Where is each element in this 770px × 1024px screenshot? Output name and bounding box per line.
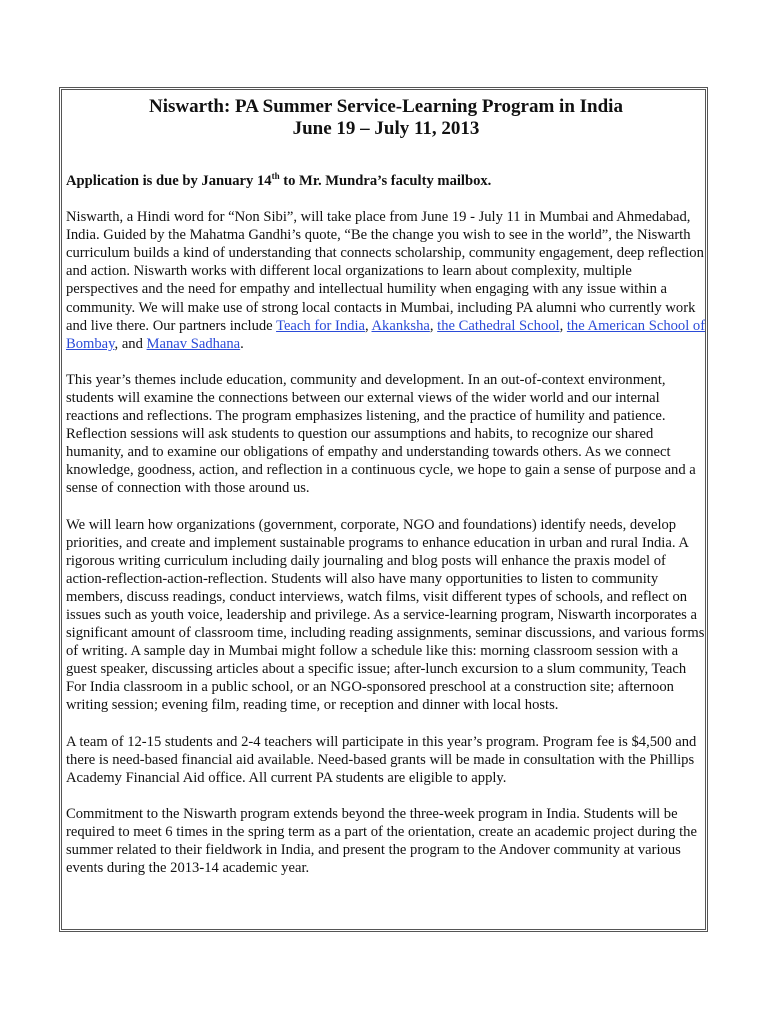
link-manav-sadhana[interactable]: Manav Sadhana <box>146 335 241 352</box>
commitment-paragraph: Commitment to the Niswarth program extends beyond the three-week program in India. Students will be required to meet 6 times in the spring term as a part of the orientation, create an academic project during the summer related to their fieldwork in India, and present the program to the Andover community at various events during the 2013-14 academic year. <box>66 805 697 877</box>
program-dates: June 19 – July 11, 2013 <box>292 118 480 139</box>
team-fee-paragraph: A team of 12-15 students and 2-4 teachers will participate in this year’s program. Program fee is $4,500 and there is need-based financial aid available. Need-based grants will be made in consultation with the Phillips Academy Financial Aid office. All current PA students are eligible to apply. <box>66 733 697 786</box>
link-american-school-of-bombay[interactable]: the American School of Bombay <box>66 317 706 352</box>
link-cathedral-school[interactable]: the Cathedral School <box>437 317 560 334</box>
themes-paragraph: This year’s themes include education, community and development. In an out-of-context environment, students will examine the connections between our external views of the wider world and our internal reactions and reflections. The program emphasizes listening, and the practice of humility and patience. Reflection sessions will ask students to question our assumptions and habits, to recognize our shared humanity, and to examine our obligations of empathy and understanding towards others. As we connect knowledge, goodness, action, and reflection in a continuous cycle, we hope to gain a sense of purpose and a sense of connection with those around us. <box>66 371 696 497</box>
deadline-location: to Mr. Mundra’s faculty mailbox. <box>279 173 492 189</box>
deadline-text: Application is due by January 14 <box>66 173 272 189</box>
intro-text: Niswarth, a Hindi word for “Non Sibi”, will take place from June 19 - July 11 in Mumbai and Ahmedabad, India. Guided by the Mahatma Gandhi’s quote, “Be the change you wish to see in the world”, the Niswarth curriculum builds a kind of understanding that connects scholarship, community engagement, deep reflection and action. Niswarth works with different local organizations to learn about complexity, multiple perspectives and the need for empathy and intellectual humility when engaging with any issue within a community. We will make use of strong local contacts in Mumbai, including PA alumni who currently work and live there. Our partners include <box>66 209 704 334</box>
page-title: Niswarth: PA Summer Service-Learning Program in India <box>149 96 623 117</box>
application-deadline <box>66 172 706 190</box>
deadline-ordinal: th <box>271 171 280 182</box>
intro-paragraph: Niswarth, a Hindi word for “Non Sibi”, will take place from June 19 - July 11 in Mumbai and Ahmedabad, India. Guided by the Mahatma Gandhi’s quote, “Be the change you wish to see in the world”, the Niswarth curriculum builds a kind of understanding that connects scholarship, community engagement, deep reflection and action. Niswarth works with different local organizations to learn about complexity, multiple perspectives and the need for empathy and intellectual humility when engaging with any issue within a community. We will make use of strong local contacts in Mumbai, including PA alumni who currently work and live there. Our partners include Teach for India, Akanksha, the Cathedral School, the American School of Bombay, and Manav Sadhana. <box>66 209 706 352</box>
document-body <box>66 92 706 877</box>
link-akanksha[interactable]: Akanksha <box>371 317 430 334</box>
link-teach-for-india[interactable]: Teach for India <box>276 317 365 334</box>
curriculum-paragraph: We will learn how organizations (government, corporate, NGO and foundations) identify needs, develop priorities, and create and implement sustainable programs to enhance education in urban and rural India. A rigorous writing curriculum including daily journaling and blog posts will enhance the praxis model of action-reflection-action-reflection. Students will also have many opportunities to listen to community members, discuss readings, conduct interviews, watch films, visit different types of schools, and reflect on issues such as youth voice, leadership and privilege. As a service-learning program, Niswarth incorporates a significant amount of classroom time, including reading assignments, seminar discussions, and various forms of writing. A sample day in Mumbai might follow a schedule like this: morning classroom session with a guest speaker, discussing articles about a specific issue; after-lunch excursion to a slum community, Teach For India classroom in a public school, or an NGO-sponsored preschool at a construction site; afternoon writing session; evening film, reading time, or reception and dinner with local hosts. <box>66 516 705 714</box>
